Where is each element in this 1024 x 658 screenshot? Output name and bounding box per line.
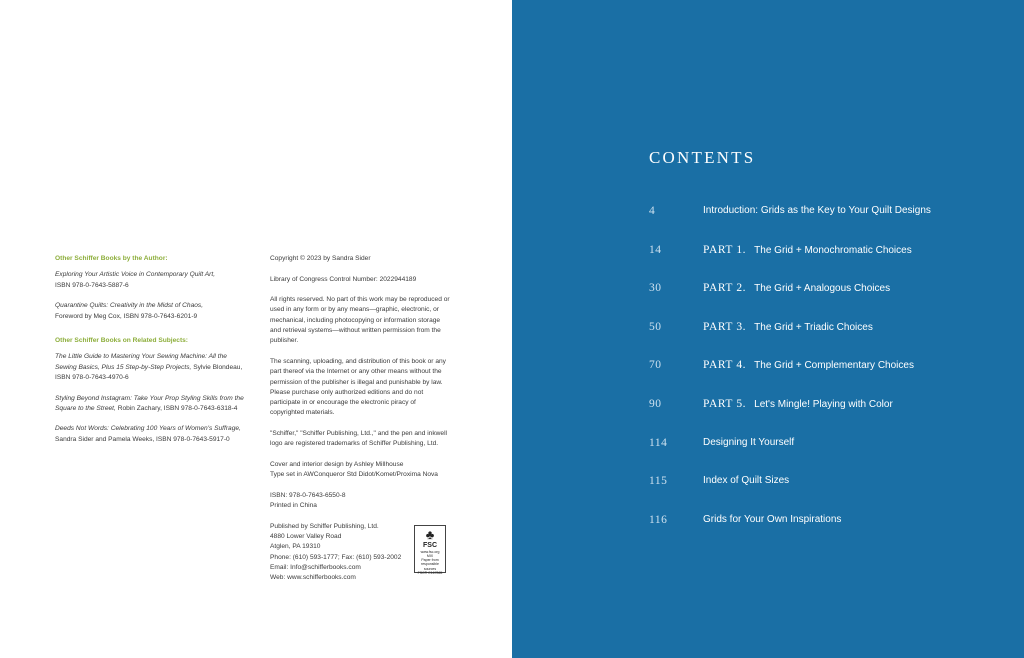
- publisher-block: [270, 522, 450, 584]
- publisher-line: Published by Schiffer Publishing, Ltd.: [270, 522, 379, 530]
- toc-entry-label: [703, 398, 893, 410]
- book-details: Robin Zachary, ISBN 978-0-7643-6318-4: [117, 405, 238, 413]
- book-title: Exploring Your Artistic Voice in Contemporary Quilt Art,: [55, 271, 216, 279]
- toc-entry-title: The Grid + Complementary Choices: [754, 360, 914, 372]
- toc-entry[interactable]: [649, 359, 979, 379]
- toc-page-number: 30: [649, 282, 662, 295]
- book-entry: [55, 352, 245, 383]
- toc-entry-title: Index of Quilt Sizes: [703, 475, 790, 487]
- book-details: ISBN 978-0-7643-5887-6: [55, 281, 129, 289]
- fsc-logo: [414, 525, 446, 573]
- toc-entry-label: [703, 475, 789, 486]
- toc-page-number: 70: [649, 359, 662, 372]
- contents-title: CONTENTS: [649, 148, 756, 167]
- fsc-word: FSC: [423, 541, 437, 549]
- toc-entry-title: Grids for Your Own Inspirations: [703, 513, 842, 525]
- printed-in: Printed in China: [270, 502, 317, 510]
- trademark-notice: "Schiffer," "Schiffer Publishing, Ltd.," and the pen and inkwell logo are registered trademarks of Schiffer Publishing, Ltd.: [270, 430, 448, 448]
- toc-entry[interactable]: [649, 398, 979, 418]
- loc-number: Library of Congress Control Number: 2022944189: [270, 275, 417, 283]
- publisher-phone: Phone: (610) 593-1777; Fax: (610) 593-2002: [270, 553, 402, 561]
- scanning-notice: The scanning, uploading, and distribution of this book or any part thereof via the Internet or any other means without the permission of the publisher is illegal and punishable by law. Please purchase only authorized editions and do not participate in or encourage the electronic piracy of copyrighted materials.: [270, 357, 446, 417]
- toc-page-number: 14: [649, 243, 662, 256]
- toc-entry[interactable]: [649, 475, 979, 495]
- toc-page-number: 50: [649, 320, 662, 333]
- publisher-web: Web: www.schifferbooks.com: [270, 574, 356, 582]
- isbn: ISBN: 978-0-7643-6550-8: [270, 491, 346, 499]
- book-details: Sylvie Blondeau, ISBN 978-0-7643-4970-6: [55, 363, 243, 382]
- book-entry: [55, 301, 245, 322]
- fsc-paper: Paper from responsible sources: [421, 558, 439, 571]
- toc-entry-label: [703, 244, 912, 256]
- publisher-city: Atglen, PA 19310: [270, 543, 321, 551]
- toc-page-number: 116: [649, 513, 668, 526]
- toc-page-number: 4: [649, 205, 656, 217]
- toc-entry-label: [703, 437, 794, 448]
- publisher-email: Email: Info@schifferbooks.com: [270, 563, 361, 571]
- book-title: Deeds Not Words: Celebrating 100 Years of Women's Suffrage,: [55, 425, 241, 433]
- book-title: Styling Beyond Instagram: Take Your Prop Styling Skills from the Square to the Street,: [55, 394, 244, 413]
- toc-entry[interactable]: [649, 205, 979, 225]
- toc-page-number: 90: [649, 398, 662, 410]
- toc-entry-label: [703, 321, 873, 333]
- toc-page-number: 114: [649, 436, 668, 449]
- toc-entry[interactable]: [649, 244, 979, 264]
- toc-entry[interactable]: [649, 437, 979, 457]
- toc-entry-label: [703, 205, 931, 216]
- author-books-heading: Other Schiffer Books by the Author:: [55, 255, 168, 262]
- toc-entry-title: The Grid + Monochromatic Choices: [754, 244, 912, 256]
- toc-entry-title: The Grid + Triadic Choices: [754, 321, 873, 333]
- fsc-site: www.fsc.org: [420, 549, 440, 554]
- fsc-code: FSC® C167865: [417, 570, 443, 575]
- toc-entry-label: [703, 359, 914, 371]
- publisher-address: 4880 Lower Valley Road: [270, 533, 342, 541]
- toc-page-number: 115: [649, 475, 668, 488]
- related-books-heading: Other Schiffer Books on Related Subjects:: [55, 337, 188, 345]
- toc-entry-title: Introduction: Grids as the Key to Your Quilt Designs: [703, 205, 931, 216]
- book-title: The Little Guide to Mastering Your Sewing Machine: All the Sewing Basics, Plus 15 Step-by-Step Projects,: [55, 353, 227, 371]
- toc-entry-label: [703, 282, 890, 294]
- toc-part-label: PART 3.: [703, 320, 747, 333]
- fsc-mix: MIX: [426, 553, 434, 558]
- copyright-line: Copyright © 2023 by Sandra Sider: [270, 255, 371, 262]
- design-credit: Cover and interior design by Ashley Millhouse: [270, 460, 404, 468]
- toc-entry-label: [703, 514, 841, 525]
- copyright-column: [270, 254, 450, 584]
- book-title: Quarantine Quilts: Creativity in the Midst of Chaos,: [55, 302, 204, 310]
- toc-part-label: PART 1.: [703, 243, 747, 256]
- book-details: Sandra Sider and Pamela Weeks, ISBN 978-0-7643-5917-0: [55, 435, 230, 443]
- book-entry: [55, 270, 245, 291]
- toc-entry-title: Let's Mingle! Playing with Color: [754, 399, 893, 410]
- toc-entry[interactable]: [649, 514, 979, 534]
- toc-entry-title: The Grid + Analogous Choices: [754, 283, 891, 295]
- toc-part-label: PART 5.: [703, 398, 747, 410]
- typeset-credit: Type set in AWConqueror Std Didot/Komet/Proxima Nova: [270, 471, 438, 479]
- book-entry: [55, 394, 245, 415]
- toc-entry[interactable]: [649, 321, 979, 341]
- toc-part-label: PART 4.: [703, 359, 747, 372]
- toc-entry[interactable]: [649, 282, 979, 302]
- other-books-column: [55, 254, 245, 455]
- design-credits: [270, 460, 450, 481]
- isbn-block: [270, 491, 450, 512]
- rights-notice: All rights reserved. No part of this work may be reproduced or used in any form or by any means—graphic, electronic, or mechanical, including photocopying or information storage and retrieval systems—without written permission from the publisher.: [270, 296, 450, 345]
- book-entry: [55, 424, 245, 445]
- book-details: Foreword by Meg Cox, ISBN 978-0-7643-6201-9: [55, 312, 198, 320]
- toc-part-label: PART 2.: [703, 282, 747, 295]
- fsc-tree-icon: ♣: [425, 526, 435, 542]
- toc-entry-title: Designing It Yourself: [703, 436, 795, 448]
